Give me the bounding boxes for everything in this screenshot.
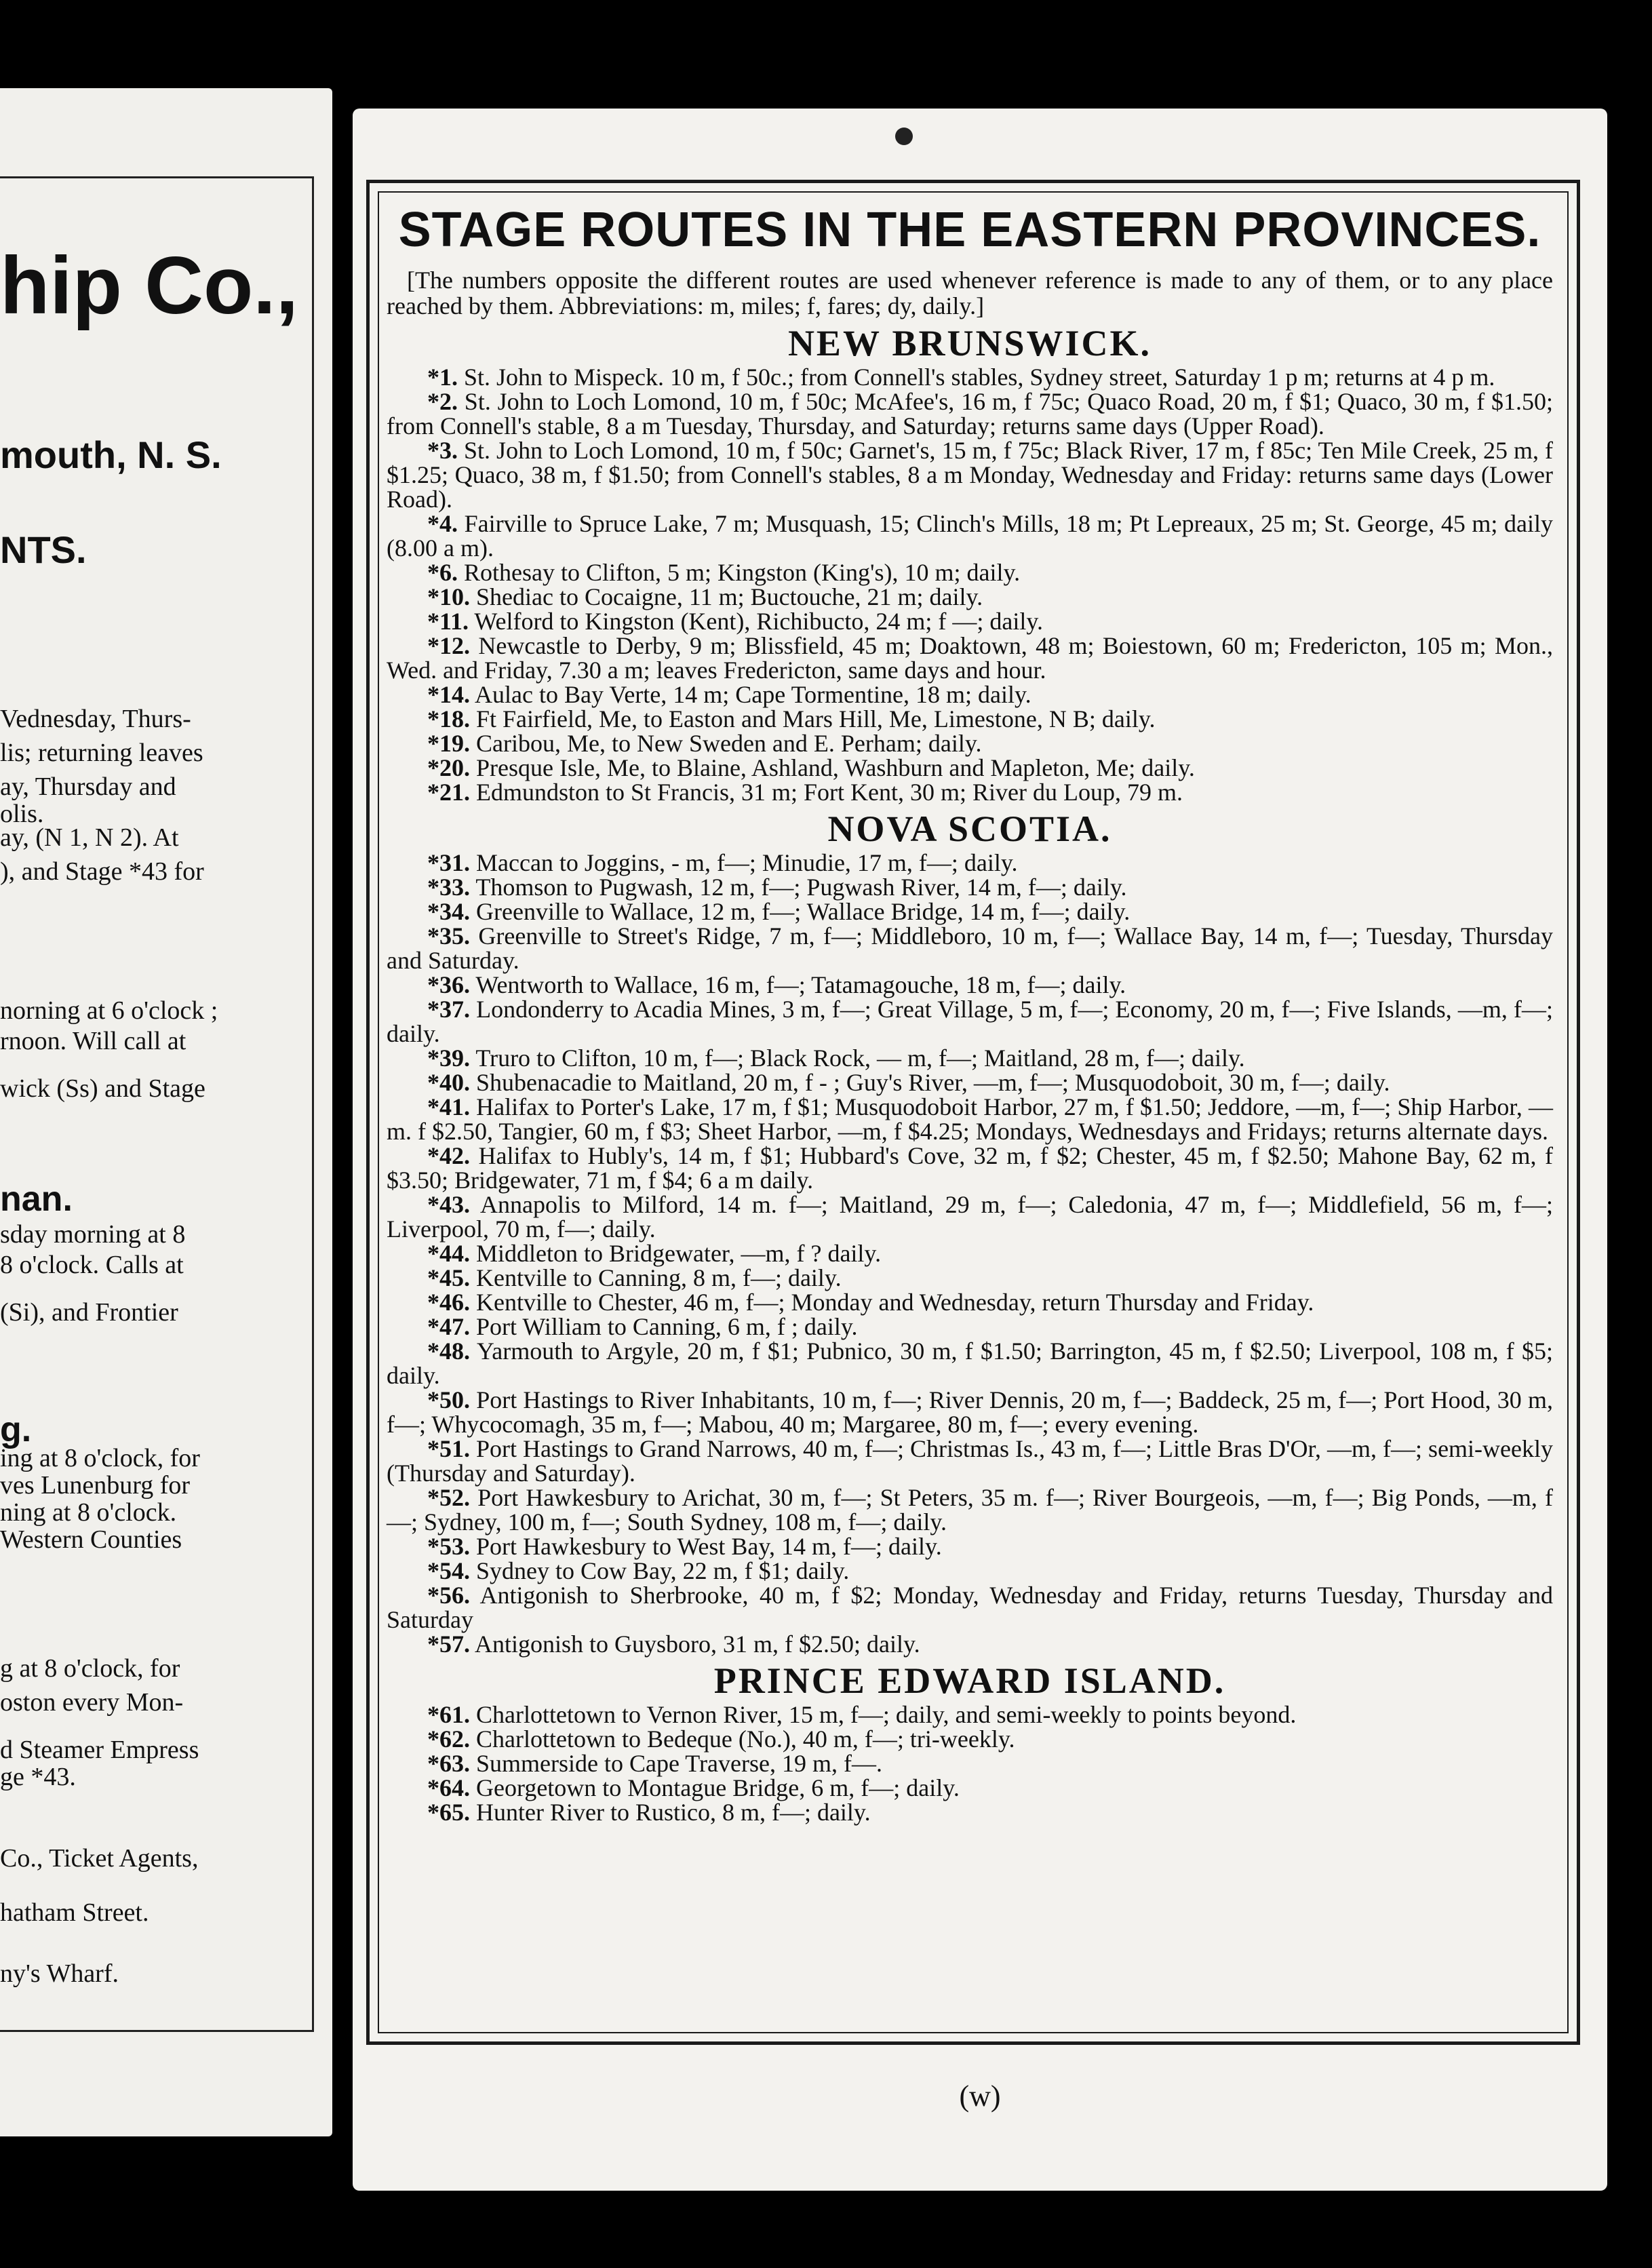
route-description: Kentville to Chester, 46 m, f—; Monday and Wednesday, return Thursday and Friday. — [476, 1289, 1314, 1316]
route-entry — [387, 875, 1553, 899]
route-number: *11. — [427, 608, 469, 635]
route-description: Londonderry to Acadia Mines, 3 m, f—; Great Village, 5 m, f—; Economy, 20 m, f—; Five Islands, —m, f—; daily. — [387, 996, 1553, 1047]
route-number: *41. — [427, 1093, 470, 1120]
route-entry — [387, 1070, 1553, 1095]
route-number: *46. — [427, 1289, 470, 1316]
route-number: *37. — [427, 996, 470, 1023]
route-description: Yarmouth to Argyle, 20 m, f $1; Pubnico, 30 m, f $1.50; Barrington, 45 m, f $2.50; Liverpool, 108 m, f $5; daily. — [387, 1337, 1553, 1389]
route-number: *63. — [427, 1750, 470, 1777]
main-page — [353, 109, 1607, 2191]
route-entry — [387, 389, 1553, 438]
route-entry — [387, 1436, 1553, 1485]
route-number: *10. — [427, 583, 470, 610]
route-number: *52. — [427, 1484, 470, 1511]
left-page-line: hatham Street. — [0, 1898, 149, 1927]
route-entry — [387, 609, 1553, 633]
route-number: *48. — [427, 1337, 470, 1365]
route-number: *14. — [427, 681, 470, 708]
route-number: *61. — [427, 1701, 470, 1728]
section-heading: NOVA SCOTIA. — [827, 808, 1112, 849]
left-page-line: (Si), and Frontier — [0, 1298, 178, 1327]
route-entry — [387, 973, 1553, 997]
route-number: *50. — [427, 1386, 470, 1413]
route-number: *18. — [427, 705, 470, 732]
route-number: *35. — [427, 922, 470, 950]
route-description: Middleton to Bridgewater, —m, f ? daily. — [476, 1240, 882, 1267]
route-description: Maccan to Joggins, - m, f—; Minudie, 17 m, f—; daily. — [476, 849, 1018, 876]
route-description: Charlottetown to Vernon River, 15 m, f—; daily, and semi-weekly to points beyond. — [476, 1701, 1297, 1728]
route-entry — [387, 1339, 1553, 1388]
route-description: Antigonish to Guysboro, 31 m, f $2.50; daily. — [475, 1630, 920, 1658]
route-description: Port William to Canning, 6 m, f ; daily. — [476, 1313, 858, 1340]
left-page-line: hip Co., — [0, 240, 298, 331]
route-number: *45. — [427, 1264, 470, 1291]
route-entry — [387, 438, 1553, 511]
route-entry — [387, 1727, 1553, 1751]
route-entry — [387, 560, 1553, 585]
left-page-line: oston every Mon- — [0, 1688, 184, 1717]
route-number: *65. — [427, 1799, 470, 1826]
route-entry — [387, 633, 1553, 682]
route-description: Aulac to Bay Verte, 14 m; Cape Tormentine, 18 m; daily. — [475, 681, 1031, 708]
route-description: Thomson to Pugwash, 12 m, f—; Pugwash River, 14 m, f—; daily. — [475, 874, 1127, 901]
route-entry — [387, 1534, 1553, 1559]
route-description: Port Hastings to River Inhabitants, 10 m, f—; River Dennis, 20 m, f—; Baddeck, 25 m, f—; Port Hood, 30 m, f—; Whycocomagh, 35 m, f—; Mabou, 40 m; Margaree, 80 m, f—; every evening. — [387, 1386, 1554, 1438]
route-entry — [387, 1485, 1553, 1534]
left-page-line: Co., Ticket Agents, — [0, 1844, 199, 1873]
route-entry — [387, 365, 1553, 389]
route-description: Sydney to Cow Bay, 22 m, f $1; daily. — [476, 1557, 850, 1584]
route-entry — [387, 511, 1553, 560]
route-number: *12. — [427, 632, 470, 659]
page-hole — [895, 128, 913, 145]
route-description: Truro to Clifton, 10 m, f—; Black Rock, — m, f—; Maitland, 28 m, f—; daily. — [475, 1044, 1245, 1072]
route-entry — [387, 1632, 1553, 1656]
route-entry — [387, 1751, 1553, 1776]
route-description: Kentville to Canning, 8 m, f—; daily. — [476, 1264, 842, 1291]
left-page-line: ), and Stage *43 for — [0, 857, 204, 886]
route-number: *62. — [427, 1725, 470, 1753]
route-number: *53. — [427, 1533, 470, 1560]
route-entry — [387, 997, 1553, 1046]
intro-note: [The numbers opposite the different routes are used whenever reference is made to any of them, or to any place reached by them. Abbreviations: m, miles; f, fares; dy, daily.] — [387, 267, 1553, 319]
route-number: *31. — [427, 849, 470, 876]
route-description: St. John to Mispeck. 10 m, f 50c.; from Connell's stables, Sydney street, Saturday 1 p m; returns at 4 p m. — [464, 364, 1495, 391]
page-content — [387, 202, 1553, 1824]
route-description: Port Hawkesbury to Arichat, 30 m, f—; St Peters, 35 m. f—; River Bourgeois, —m, f—; Big Ponds, —m, f—; Sydney, 100 m, f—; South Sydney, 108 m, f—; daily. — [387, 1484, 1554, 1536]
route-number: *34. — [427, 898, 470, 925]
route-description: Port Hawkesbury to West Bay, 14 m, f—; daily. — [476, 1533, 942, 1560]
left-page-line: ing at 8 o'clock, for — [0, 1444, 200, 1472]
route-entry — [387, 682, 1553, 707]
route-entry — [387, 1241, 1553, 1266]
left-page-line: g at 8 o'clock, for — [0, 1654, 180, 1683]
route-number: *19. — [427, 730, 470, 757]
route-entry — [387, 707, 1553, 731]
left-page-line: 8 o'clock. Calls at — [0, 1251, 184, 1279]
left-page-line: ge *43. — [0, 1763, 76, 1791]
route-description: Presque Isle, Me, to Blaine, Ashland, Washburn and Mapleton, Me; daily. — [476, 754, 1195, 781]
route-entry — [387, 731, 1553, 756]
route-entry — [387, 924, 1553, 973]
route-number: *54. — [427, 1557, 470, 1584]
route-number: *33. — [427, 874, 470, 901]
route-description: Fairville to Spruce Lake, 7 m; Musquash, 15; Clinch's Mills, 18 m; Pt Lepreaux, 25 m; St. George, 45 m; daily (8.00 a m). — [387, 510, 1554, 562]
left-page-line: g. — [0, 1410, 32, 1449]
section-heading: PRINCE EDWARD ISLAND. — [713, 1660, 1226, 1701]
route-number: *21. — [427, 779, 470, 806]
left-page-line: mouth, N. S. — [0, 433, 222, 476]
route-entry — [387, 1143, 1553, 1192]
route-description: Shediac to Cocaigne, 11 m; Buctouche, 21 m; daily. — [476, 583, 983, 610]
left-page-line: ves Lunenburg for — [0, 1471, 191, 1500]
left-page-line: Western Counties — [0, 1525, 182, 1554]
left-page-line: lis; returning leaves — [0, 739, 203, 767]
section-heading: NEW BRUNSWICK. — [787, 323, 1152, 364]
route-description: Greenville to Wallace, 12 m, f—; Wallace Bridge, 14 m, f—; daily. — [476, 898, 1130, 925]
route-description: Summerside to Cape Traverse, 19 m, f—. — [476, 1750, 882, 1777]
route-number: *47. — [427, 1313, 470, 1340]
route-description: Newcastle to Derby, 9 m; Blissfield, 45 m; Doaktown, 48 m; Boiestown, 60 m; Fredericton, 105 m; Mon., Wed. and Friday, 7.30 a m; leaves Fredericton, same days and hour. — [387, 632, 1554, 684]
route-number: *56. — [427, 1582, 470, 1609]
left-page-line: ay, Thursday and — [0, 773, 176, 801]
route-number: *57. — [427, 1630, 470, 1658]
route-description: Shubenacadie to Maitland, 20 m, f - ; Guy's River, —m, f—; Musquodoboit, 30 m, f—; daily. — [476, 1069, 1390, 1096]
page-footer: (w) — [959, 2079, 1001, 2113]
route-number: *4. — [427, 510, 458, 537]
left-page-line: wick (Ss) and Stage — [0, 1074, 205, 1103]
route-number: *39. — [427, 1044, 470, 1072]
route-number: *3. — [427, 437, 458, 464]
left-page-line: nan. — [0, 1179, 73, 1219]
route-entry — [387, 1388, 1553, 1436]
left-page-line: ning at 8 o'clock. — [0, 1498, 177, 1527]
left-page-line: ay, (N 1, N 2). At — [0, 823, 179, 852]
route-sections — [387, 324, 1553, 1824]
route-description: Ft Fairfield, Me, to Easton and Mars Hill, Me, Limestone, N B; daily. — [476, 705, 1156, 732]
route-number: *20. — [427, 754, 470, 781]
route-number: *2. — [427, 388, 458, 415]
route-description: Charlottetown to Bedeque (No.), 40 m, f—; tri-weekly. — [476, 1725, 1015, 1753]
route-description: Welford to Kingston (Kent), Richibucto, 24 m; f —; daily. — [474, 608, 1044, 635]
route-number: *40. — [427, 1069, 470, 1096]
route-entry — [387, 1095, 1553, 1143]
route-entry — [387, 899, 1553, 924]
route-number: *51. — [427, 1435, 470, 1462]
page-title: STAGE ROUTES IN THE EASTERN PROVINCES. — [398, 203, 1541, 257]
route-entry — [387, 585, 1553, 609]
left-page-line: olis. — [0, 800, 44, 828]
route-entry — [387, 1192, 1553, 1241]
route-description: Georgetown to Montague Bridge, 6 m, f—; daily. — [476, 1774, 960, 1801]
left-page-line: d Steamer Empress — [0, 1736, 199, 1764]
route-description: St. John to Loch Lomond, 10 m, f 50c; Garnet's, 15 m, f 75c; Black River, 17 m, f 85c; Ten Mile Creek, 25 m, f $1.25; Quaco, 38 m, f $1.50; from Connell's stables, 8 a m Monday, Wednesday and Friday: returns same days (Lower Road). — [387, 437, 1553, 513]
route-entry — [387, 1290, 1553, 1314]
route-number: *1. — [427, 364, 458, 391]
route-number: *6. — [427, 559, 458, 586]
route-description: Edmundston to St Francis, 31 m; Fort Kent, 30 m; River du Loup, 79 m. — [476, 779, 1183, 806]
left-page-line: norning at 6 o'clock ; — [0, 996, 218, 1025]
route-entry — [387, 1583, 1553, 1632]
route-description: Greenville to Street's Ridge, 7 m, f—; Middleboro, 10 m, f—; Wallace Bay, 14 m, f—; Tuesday, Thursday and Saturday. — [387, 922, 1553, 974]
route-entry — [387, 1314, 1553, 1339]
route-number: *42. — [427, 1142, 470, 1169]
route-entry — [387, 1702, 1553, 1727]
route-entry — [387, 1776, 1553, 1800]
route-description: Antigonish to Sherbrooke, 40 m, f $2; Monday, Wednesday and Friday, returns Tuesday, Thursday and Saturday — [387, 1582, 1553, 1633]
route-description: Port Hastings to Grand Narrows, 40 m, f—; Christmas Is., 43 m, f—; Little Bras D'Or, —m, f—; semi-weekly (Thursday and Saturday). — [387, 1435, 1553, 1487]
route-description: Annapolis to Milford, 14 m. f—; Maitland, 29 m, f—; Caledonia, 47 m, f—; Middlefield, 56 m, f—; Liverpool, 70 m, f—; daily. — [387, 1191, 1553, 1243]
route-entry — [387, 1800, 1553, 1824]
route-description: Halifax to Porter's Lake, 17 m, f $1; Musquodoboit Harbor, 27 m, f $1.50; Jeddore, —m, f—; Ship Harbor, —m. f $2.50, Tangier, 60 m, f $3; Sheet Harbor, —m, f $4.25; Mondays, Wednesdays and Fridays; returns alternate days. — [387, 1093, 1554, 1145]
route-description: Wentworth to Wallace, 16 m, f—; Tatamagouche, 18 m, f—; daily. — [475, 971, 1126, 998]
route-number: *43. — [427, 1191, 470, 1218]
route-description: Hunter River to Rustico, 8 m, f—; daily. — [476, 1799, 871, 1826]
route-entry — [387, 780, 1553, 804]
route-description: Caribou, Me, to New Sweden and E. Perham; daily. — [476, 730, 982, 757]
route-number: *44. — [427, 1240, 470, 1267]
route-description: St. John to Loch Lomond, 10 m, f 50c; McAfee's, 16 m, f 75c; Quaco Road, 20 m, f $1; Quaco, 30 m, f $1.50; from Connell's stable, 8 a m Tuesday, Thursday, and Saturday; returns same days (Upper Road). — [387, 388, 1554, 439]
left-page-line: Vednesday, Thurs- — [0, 705, 191, 733]
route-entry — [387, 850, 1553, 875]
route-number: *36. — [427, 971, 470, 998]
left-page-line: sday morning at 8 — [0, 1220, 186, 1249]
route-entry — [387, 1046, 1553, 1070]
route-entry — [387, 1266, 1553, 1290]
left-page-line: rnoon. Will call at — [0, 1027, 186, 1055]
left-page — [0, 88, 332, 2136]
route-entry — [387, 1559, 1553, 1583]
left-page-line: NTS. — [0, 528, 87, 571]
route-entry — [387, 756, 1553, 780]
route-number: *64. — [427, 1774, 470, 1801]
route-description: Rothesay to Clifton, 5 m; Kingston (King's), 10 m; daily. — [464, 559, 1021, 586]
route-description: Halifax to Hubly's, 14 m, f $1; Hubbard's Cove, 32 m, f $2; Chester, 45 m, f $2.50; Mahone Bay, 62 m, f $3.50; Bridgewater, 71 m, f $4; 6 a m daily. — [387, 1142, 1554, 1194]
left-page-line: ny's Wharf. — [0, 1959, 119, 1988]
